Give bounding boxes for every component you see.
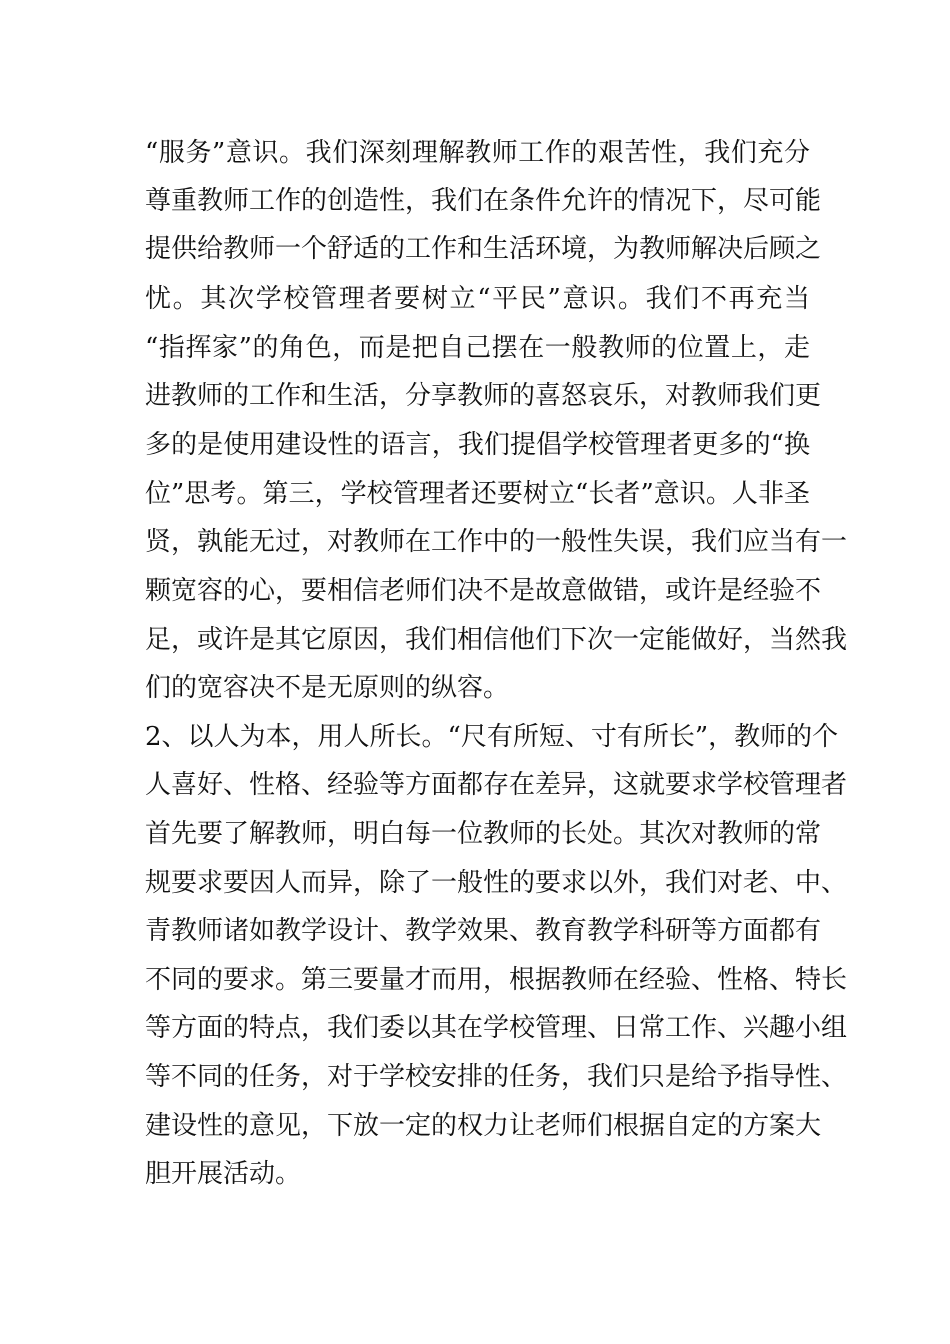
text-line: 提供给教师一个舒适的工作和生活环境，为教师解决后顾之 <box>145 234 822 264</box>
text-line: “指挥家”的角色，而是把自己摆在一般教师的位置上，走 <box>145 333 810 363</box>
text-line: 位”思考。第三，学校管理者还要树立“长者”意识。人非圣 <box>145 479 810 509</box>
text-line: 进教师的工作和生活，分享教师的喜怒哀乐，对教师我们更 <box>145 381 822 411</box>
text-line: 人喜好、性格、经验等方面都存在差异，这就要求学校管理者 <box>145 770 848 800</box>
text-line: 多的是使用建设性的语言，我们提倡学校管理者更多的“换 <box>145 430 810 460</box>
text-line: 建设性的意见，下放一定的权力让老师们根据自定的方案大 <box>145 1111 822 1141</box>
text-line: 等不同的任务，对于学校安排的任务，我们只是给予指导性、 <box>145 1062 848 1092</box>
text-line: 规要求要因人而异，除了一般性的要求以外，我们对老、中、 <box>145 868 848 898</box>
numbered-item-start-line: 2、以人为本，用人所长。“尺有所短、寸有所长”，教师的个 <box>145 722 839 752</box>
text-line: 忧。其次学校管理者要树立“平民”意识。我们不再充当 <box>145 284 810 314</box>
text-line: “服务”意识。我们深刻理解教师工作的艰苦性，我们充分 <box>145 138 810 168</box>
text-line: 首先要了解教师，明白每一位教师的长处。其次对教师的常 <box>145 819 822 849</box>
text-line: 青教师诸如教学设计、教学效果、教育教学科研等方面都有 <box>145 916 822 946</box>
text-line: 贤，孰能无过，对教师在工作中的一般性失误，我们应当有一 <box>145 527 848 557</box>
paragraph-end-line: 胆开展活动。 <box>145 1159 302 1189</box>
paragraph-end-line: 们的宽容决不是无原则的纵容。 <box>145 673 510 703</box>
text-line: 尊重教师工作的创造性，我们在条件允许的情况下，尽可能 <box>145 186 822 216</box>
text-line: 不同的要求。第三要量才而用，根据教师在经验、性格、特长 <box>145 965 848 995</box>
text-line: 足，或许是其它原因，我们相信他们下次一定能做好，当然我 <box>145 625 848 655</box>
text-line: 颗宽容的心，要相信老师们决不是故意做错，或许是经验不 <box>145 576 822 606</box>
text-line: 等方面的特点，我们委以其在学校管理、日常工作、兴趣小组 <box>145 1013 848 1043</box>
